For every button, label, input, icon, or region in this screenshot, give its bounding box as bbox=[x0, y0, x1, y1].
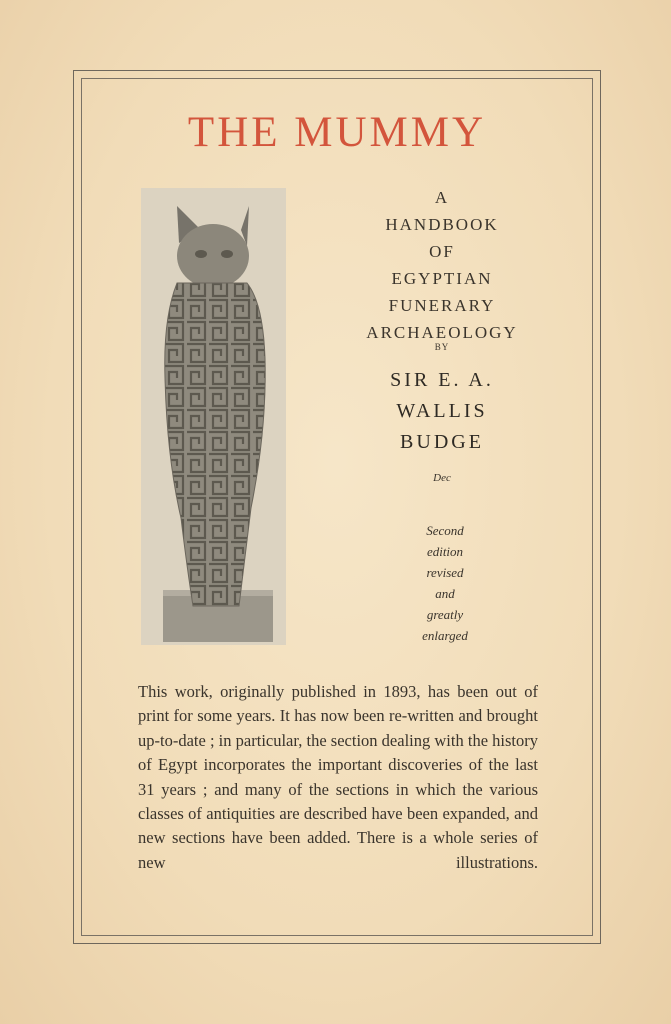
by-label: BY bbox=[434, 342, 450, 352]
edition-line: and bbox=[435, 586, 455, 601]
edition-line: greatly bbox=[426, 607, 464, 622]
edition-note bbox=[380, 520, 510, 646]
subtitle-line: OF bbox=[429, 242, 455, 261]
subtitle-line: HANDBOOK bbox=[385, 215, 499, 234]
author-line: SIR E. A. bbox=[390, 369, 494, 391]
subtitle-line: ARCHAEOLOGY bbox=[366, 323, 518, 342]
edition-line: revised bbox=[426, 565, 464, 580]
ornament-mark: Dec bbox=[433, 472, 451, 484]
author-line: WALLIS bbox=[396, 400, 488, 422]
subtitle-line: A bbox=[434, 188, 450, 207]
edition-line: enlarged bbox=[422, 628, 468, 643]
book-title: THE MUMMY bbox=[187, 109, 487, 156]
cat-mummy-image bbox=[141, 188, 286, 645]
edition-line: edition bbox=[426, 544, 464, 559]
author-line: BUDGE bbox=[400, 431, 484, 453]
description-paragraph: This work, originally published in 1893, has been out of print for some years. It has now been re-written and brought up-to-date ; in particular, the section dealing with the history of Egypt incorporates the important discoveries of the last 31 years ; and many of the sections in which the various classes of antiquities are described have been expanded, and new sections have been added. There is a whole series of new illustrations. bbox=[138, 682, 538, 872]
edition-line: Second bbox=[426, 523, 464, 538]
subtitle-line: EGYPTIAN bbox=[391, 269, 493, 288]
subtitle-block bbox=[352, 184, 532, 346]
subtitle-line: FUNERARY bbox=[388, 296, 496, 315]
author-block bbox=[352, 365, 532, 458]
